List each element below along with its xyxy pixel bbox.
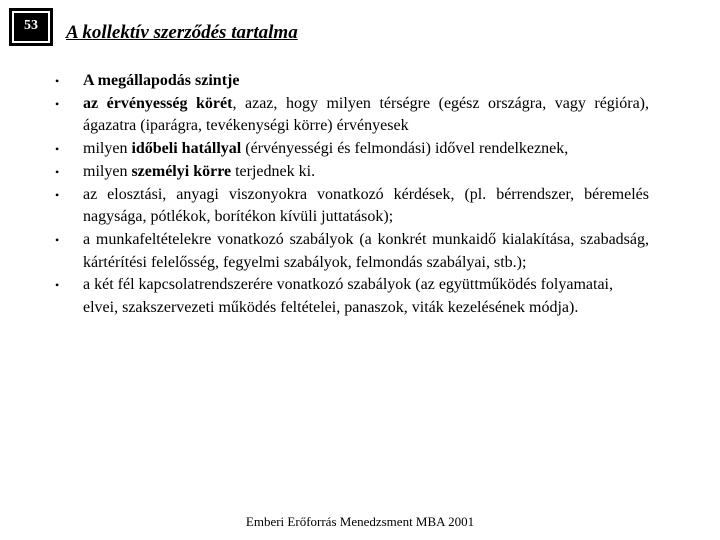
bullet-icon: •: [55, 187, 60, 202]
bullet-text-bold: az érvényesség körét: [83, 94, 233, 112]
bullet-text: terjednek ki.: [231, 162, 316, 180]
bullet-item: [55, 229, 649, 274]
slide-footer: Emberi Erőforrás Menedzsment MBA 2001: [245, 514, 475, 529]
bullet-item: [55, 138, 649, 161]
bullet-icon: •: [55, 74, 60, 88]
bullet-text: az elosztási, anyagi viszonyokra vonatkozó kérdések, (pl. bérrendszer, béremelés nagysága, pótlékok, borítékon kívüli juttatások);: [83, 185, 649, 226]
bullet-text: , azaz, hogy milyen térségre (egész országra, vagy régióra), ágazatra (iparágra, tevékenységi körre) érvényesek: [83, 94, 650, 135]
slide-number-badge: [9, 8, 53, 46]
bullet-text: a két fél kapcsolatrendszerére vonatkozó szabályok (az együttműködés folyamatai, elvei, szakszervezeti működés feltételei, panaszok, viták kezelésének módja).: [83, 276, 613, 317]
bullet-item: [55, 161, 649, 184]
slide-number: 53: [14, 13, 48, 41]
bullet-item: [55, 70, 649, 93]
bullet-icon: •: [55, 96, 60, 111]
bullet-list: [55, 70, 649, 320]
bullet-icon: •: [55, 164, 60, 179]
bullet-text-bold: időbeli hatállyal: [131, 140, 242, 158]
bullet-text-bold: A megállapodás szintje: [83, 72, 240, 89]
bullet-icon: •: [55, 232, 60, 247]
slide-title: A kollektív szerződés tartalma: [66, 22, 298, 43]
bullet-item: [55, 93, 649, 138]
bullet-text: milyen: [83, 140, 132, 158]
bullet-text: (érvényességi és felmondási) idővel rendelkeznek,: [241, 140, 569, 158]
bullet-text: milyen: [83, 162, 132, 180]
bullet-item: [55, 274, 649, 319]
bullet-item: [55, 184, 649, 229]
bullet-icon: •: [55, 142, 60, 157]
bullet-text-bold: személyi körre: [131, 162, 232, 180]
bullet-icon: •: [55, 278, 60, 293]
bullet-text: a munkafeltételekre vonatkozó szabályok (a konkrét munkaidő kialakítása, szabadság, kártérítési felelősség, fegyelmi szabályok, felmondás szabályai, stb.);: [83, 230, 649, 271]
